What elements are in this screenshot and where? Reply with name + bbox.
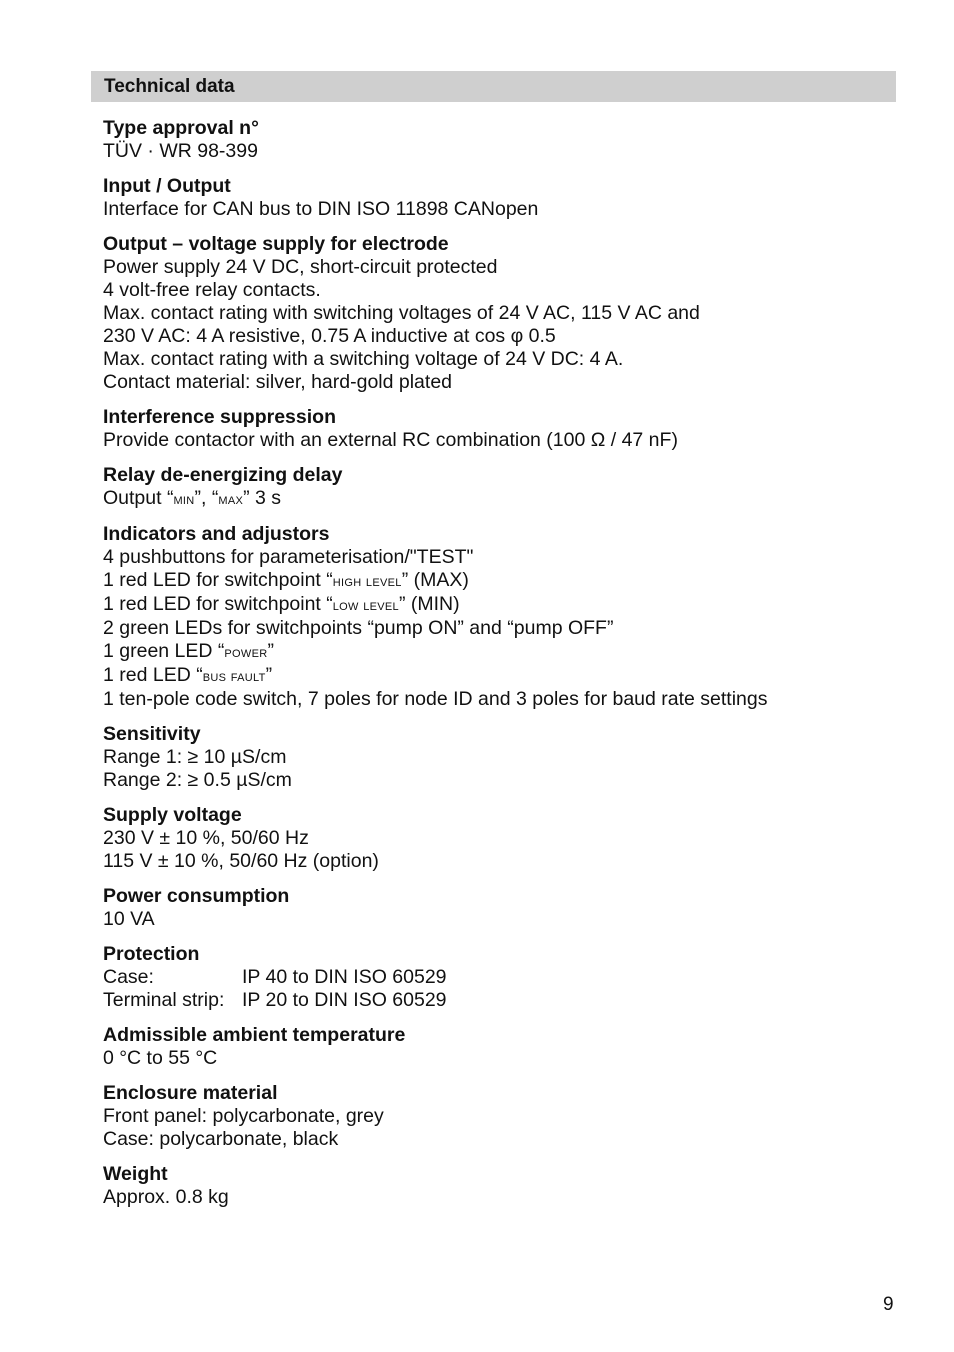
section-line: TÜV · WR 98-399 (103, 140, 258, 162)
section-line: 115 V ± 10 %, 50/60 Hz (option) (103, 850, 379, 872)
text-fragment: 1 red LED “ (103, 664, 203, 686)
technical-data-content (103, 117, 893, 1221)
text-fragment: 1 red LED for switchpoint “ (103, 569, 333, 591)
section-title: Power consumption (103, 885, 290, 907)
section-header-bar (91, 71, 896, 102)
section-line: Range 2: ≥ 0.5 µS/cm (103, 769, 292, 791)
section-title: Relay de-energizing delay (103, 464, 343, 486)
enclosure-section (103, 1082, 893, 1151)
protection-value: IP 20 to DIN ISO 60529 (242, 989, 447, 1011)
section-title: Input / Output (103, 175, 231, 197)
section-line (103, 664, 893, 688)
section-line (103, 593, 893, 617)
section-title: Interference suppression (103, 406, 336, 428)
section-line: Front panel: polycarbonate, grey (103, 1105, 384, 1127)
sensitivity-section (103, 723, 893, 792)
protection-row (103, 966, 893, 989)
small-caps-text: low level (332, 597, 399, 614)
section-line: 0 °C to 55 °C (103, 1047, 218, 1069)
text-fragment: ” (MIN) (398, 593, 460, 615)
text-fragment: ”, “ (194, 487, 219, 509)
section-title: Type approval n° (103, 117, 259, 139)
small-caps-text: min (173, 491, 195, 508)
interference-section (103, 406, 893, 452)
page-title: Technical data (104, 76, 235, 97)
section-line (103, 640, 893, 664)
section-line: 230 V ± 10 %, 50/60 Hz (103, 827, 309, 849)
section-line: Case: polycarbonate, black (103, 1128, 339, 1150)
section-line: 2 green LEDs for switchpoints “pump ON” and “pump OFF” (103, 617, 614, 639)
text-fragment: 1 green LED “ (103, 640, 225, 662)
section-line (103, 569, 893, 593)
section-title: Sensitivity (103, 723, 201, 745)
protection-label: Terminal strip: (103, 989, 225, 1011)
section-line: Power supply 24 V DC, short-circuit protected (103, 256, 498, 278)
small-caps-text: bus fault (202, 668, 266, 685)
section-line: Approx. 0.8 kg (103, 1186, 229, 1208)
text-fragment: ” 3 s (243, 487, 282, 509)
section-line: 230 V AC: 4 A resistive, 0.75 A inductive at cos φ 0.5 (103, 325, 556, 347)
section-line: Provide contactor with an external RC combination (100 Ω / 47 nF) (103, 429, 678, 451)
small-caps-text: max (218, 491, 244, 508)
relay-delay-section (103, 464, 893, 511)
section-line: Range 1: ≥ 10 µS/cm (103, 746, 287, 768)
section-line: Max. contact rating with a switching voltage of 24 V DC: 4 A. (103, 348, 624, 370)
weight-section (103, 1163, 893, 1209)
protection-value: IP 40 to DIN ISO 60529 (242, 966, 447, 988)
output-supply-section (103, 233, 893, 394)
text-fragment: ” (265, 664, 273, 686)
input-output-section (103, 175, 893, 221)
power-consumption-section (103, 885, 893, 931)
section-line: Max. contact rating with switching voltages of 24 V AC, 115 V AC and (103, 302, 700, 324)
text-fragment: ” (267, 640, 274, 662)
section-line (103, 487, 893, 511)
section-title: Enclosure material (103, 1082, 278, 1104)
section-title: Supply voltage (103, 804, 242, 826)
section-line: 10 VA (103, 908, 155, 930)
section-title: Indicators and adjustors (103, 523, 330, 545)
section-title: Admissible ambient temperature (103, 1024, 406, 1046)
small-caps-text: high level (332, 573, 402, 590)
protection-label: Case: (103, 966, 154, 988)
section-title: Protection (103, 943, 200, 965)
text-fragment: 1 red LED for switchpoint “ (103, 593, 333, 615)
text-fragment: ” (MAX) (401, 569, 469, 591)
section-line: 4 volt-free relay contacts. (103, 279, 321, 301)
section-line: Contact material: silver, hard-gold plated (103, 371, 453, 393)
protection-section (103, 943, 893, 1012)
supply-voltage-section (103, 804, 893, 873)
section-line: 1 ten-pole code switch, 7 poles for node ID and 3 poles for baud rate settings (103, 688, 768, 710)
page-number: 9 (883, 1294, 894, 1315)
section-title: Output – voltage supply for electrode (103, 233, 449, 255)
small-caps-text: power (224, 644, 268, 661)
section-title: Weight (103, 1163, 168, 1185)
type-approval-section (103, 117, 893, 163)
ambient-temperature-section (103, 1024, 893, 1070)
section-line: Interface for CAN bus to DIN ISO 11898 CANopen (103, 198, 539, 220)
section-line: 4 pushbuttons for parameterisation/"TEST" (103, 546, 474, 568)
protection-row (103, 989, 893, 1012)
indicators-section (103, 523, 893, 711)
text-fragment: Output “ (103, 487, 174, 509)
